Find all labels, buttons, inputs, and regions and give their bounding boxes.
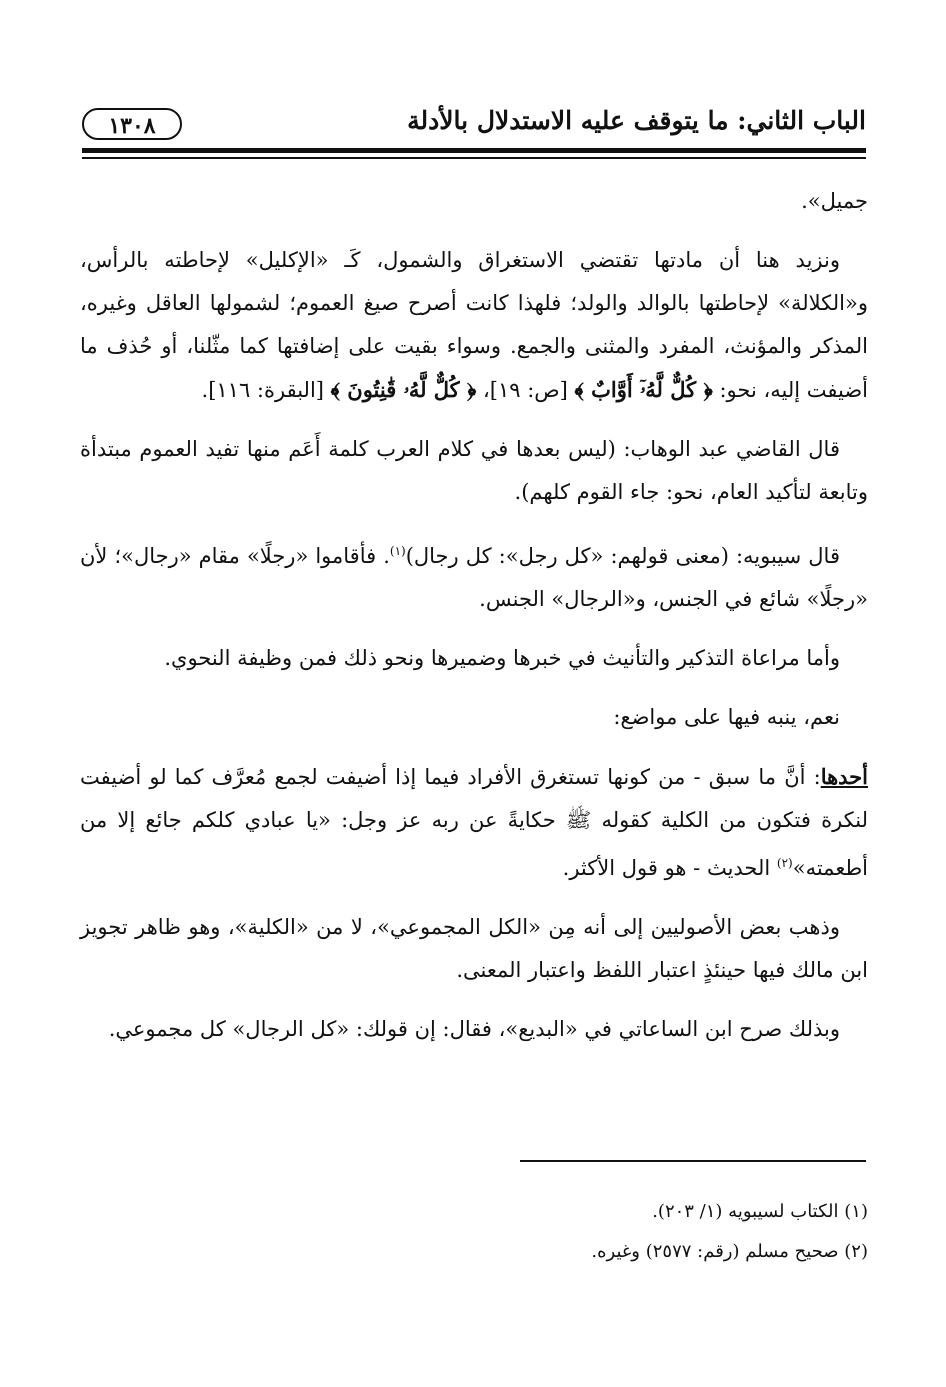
footnote-ref-2: (٢) <box>776 856 793 870</box>
footnote-separator <box>520 1160 866 1162</box>
paragraph-3-text-a: قال سيبويه: (معنى قولهم: «كل رجل»: كل رجال) <box>405 544 840 568</box>
footnote-1: (١) الكتاب لسيبويه (١/ ٢٠٣). <box>652 1201 868 1222</box>
paragraph-2: قال القاضي عبد الوهاب: (ليس بعدها في كلام العرب كلمة أَعَم منها تفيد العموم مبتدأة وتابعة لتأكيد العام، نحو: جاء القوم كلهم). <box>80 437 868 504</box>
page-number-badge: ١٣٠٨ <box>82 108 182 140</box>
paragraph-6-text-a: : أنَّ ما سبق - من كونها تستغرق الأفراد فيما إذا أضيفت لجمع مُعرَّف كما لو أضيفت لنكرة فتكون من الكلية كقوله ﷺ حكايةً عن ربه عز وجل: «يا عبادي كلكم جائع إلا من أطعمته» <box>80 765 868 880</box>
paragraph-3 <box>80 530 868 621</box>
header-rule-thick <box>82 148 866 153</box>
paragraph-6-text-b: الحديث - هو قول الأكثر. <box>562 856 777 880</box>
quran-verse-1: ﴿ كُلٌّ لَّهُۥٓ أَوَّابٌ ﴾ <box>574 377 713 402</box>
point-heading: أحدها <box>820 764 868 789</box>
verse-ref-1: [ص: ١٩]، <box>476 378 575 402</box>
paragraph-6 <box>80 755 868 890</box>
paragraph-5: نعم، ينبه فيها على مواضع: <box>613 705 840 729</box>
quran-verse-2: ﴿ كُلٌّ لَّهُۥ قَٰنِتُونَ ﴾ <box>330 377 477 402</box>
page-header <box>82 104 866 148</box>
paragraph-0: جميل». <box>801 189 868 213</box>
paragraph-1-text: ونزيد هنا أن مادتها تقتضي الاستغراق والشمول، كَـ «الإكليل» لإحاطته بالرأس، و«الكلالة» لإحاطتها بالوالد والولد؛ فلهذا كانت أصرح صيغ العموم؛ لشمولها العاقل وغيره، المذكر والمؤنث، المفرد والمثنى والجمع. وسواء بقيت على إضافتها كما مثّلنا، أو حُذف ما أضيفت إليه، نحو: <box>80 248 868 402</box>
paragraph-4: وأما مراعاة التذكير والتأنيث في خبرها وضميرها ونحو ذلك فمن وظيفة النحوي. <box>164 646 840 670</box>
header-rule-thin <box>82 157 866 159</box>
verse-ref-2: [البقرة: ١١٦]. <box>201 378 331 402</box>
footnotes <box>80 1192 868 1272</box>
paragraph-7: وذهب بعض الأصوليين إلى أنه مِن «الكل المجموعي»، لا من «الكلية»، وهو ظاهر تجويز ابن مالك فيها حينئذٍ اعتبار اللفظ واعتبار المعنى. <box>80 915 868 982</box>
paragraph-8: وبذلك صرح ابن الساعاتي في «البديع»، فقال: إن قولك: «كل الرجال» كل مجموعي. <box>108 1017 840 1041</box>
paragraph-3-text-b: . فأقاموا «رجلًا» مقام «رجال»؛ لأن «رجلًا» شائع في الجنس، و«الرجال» الجنس. <box>80 544 868 611</box>
chapter-title: الباب الثاني: ما يتوقف عليه الاستدلال بالأدلة <box>407 106 866 135</box>
main-text <box>80 180 868 1067</box>
paragraph-1 <box>80 239 868 412</box>
footnote-ref-1: (١) <box>389 544 406 558</box>
footnote-2: (٢) صحيح مسلم (رقم: ٢٥٧٧) وغيره. <box>591 1241 868 1262</box>
